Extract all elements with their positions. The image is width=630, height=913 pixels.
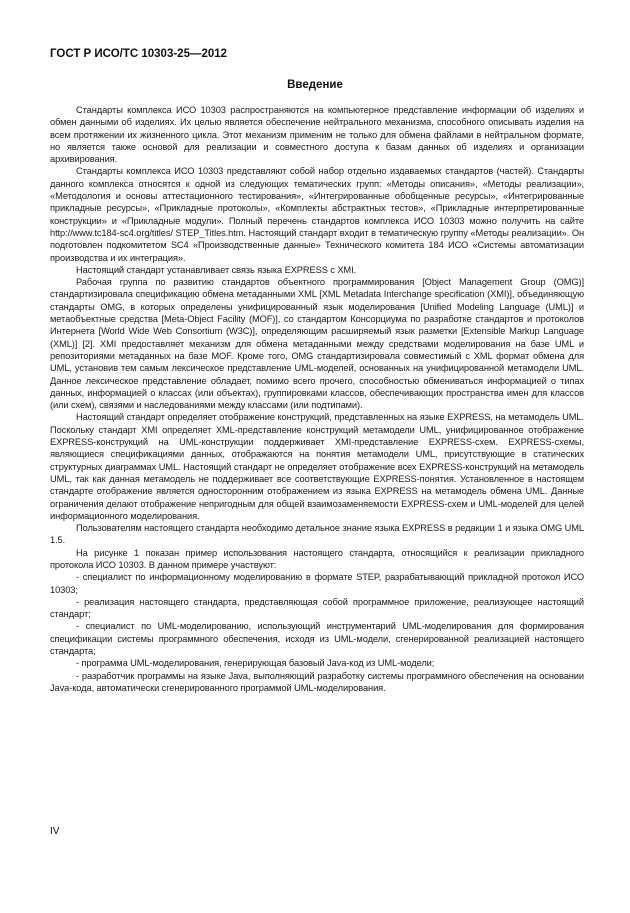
paragraph: Рабочая группа по развитию стандартов объектного программирования [Object Management Group (OMG)] стандартизировала спецификацию обмена метаданными XML [XML Metadata Interchange specification (XMI)], объединяющую стандарты OMG, в которых определены унифицированный язык моделирования [Unified Modeling Language (UML)] и метаобъектные средства [Meta-Object Facility (MOF)], со стандартом Консорциума по разработке стандартов и протоколов Интернета [World Wide Web Consortium (W3C)], определяющим расширяемый язык разметки [Extensible Markup Language (XML)] [2]. XMI предоставляет механизм для обмена метаданными между средствами моделирования на базе UML и репозиториями метаданных на базе MOF. Кроме того, OMG стандартизировала совместимый с XML формат обмена для UML, установив тем самым лексическое представление UML-моделей, основанных на унифицированной метамодели UML. Данное лексическое представление обладает, помимо всего прочего, способностью обмениваться информацией о типах данных, информацией о классах (или объектах), группировками классов, обеспечивающих пространства имен для классов (или схем), связями и наследованиями между классами (или подтипами). (50, 277, 584, 411)
section-title: Введение (287, 79, 343, 91)
paragraph: Стандарты комплекса ИСО 10303 представляют собой набор отдельно издаваемых стандартов (частей). Стандарты данного комплекса относятся к одной из следующих тематических групп: «Методы описания», «Методы реализации», «Методология и основы аттестационного тестирования», «Интегрированные обобщенные ресурсы», «Интегрированные прикладные ресурсы», «Прикладные протоколы», «Комплекты абстрактных тестов», «Прикладные интерпретированные конструкции» и «Прикладные модули». Полный перечень стандартов комплекса ИСО 10303 можно получить на сайте http://www.tc184-sc4.org/titles/ STEP_Titles.htm. Настоящий стандарт входит в тематическую группу «Методы реализации». Он подготовлен подкомитетом SC4 «Производственные данные» Технического комитета 184 ИСО «Системы автоматизации производства и их интеграция». (50, 166, 584, 263)
paragraph: Настоящий стандарт устанавливает связь языка EXPRESS с XMI. (76, 264, 357, 275)
list-item: - специалист по UML-моделированию, использующий инструментарий UML-моделирования для формирования спецификации системы программного обеспечения, исходя из UML-модели, сгенерированной реализацией настоящего стандарта; (50, 621, 584, 657)
list-item: - разработчик программы на языке Java, выполняющий разработку системы программного обеспечения на основании Java-кода, автоматически сгенерированного программой UML-моделирования. (50, 670, 584, 693)
page-number: IV (50, 826, 60, 837)
document-header: ГОСТ Р ИСО/ТС 10303-25—2012 (50, 48, 228, 60)
paragraph: Пользователям настоящего стандарта необходимо детальное знание языка EXPRESS в редакции 1 и языка OMG UML 1.5. (50, 523, 584, 546)
paragraph: Настоящий стандарт определяет отображение конструкций, представленных на языке EXPRESS, на метамодель UML. Поскольку стандарт XMI определяет XML-представление конструкций метамодели UML, унифицированное отображение EXPRESS-конструкций на UML-конструкции поддерживает XMI-представление EXPRESS-схем. EXPRESS-схемы, являющиеся спецификациями данных, отображаются на понятия метамодели UML, присутствующие в статических структурных диаграммах UML. Настоящий стандарт не определяет отображение всех EXPRESS-конструкций на метамодель UML, так как данная метамодель не поддерживает все соответствующие EXPRESS-понятия. Установленное в настоящем стандарте отображение является односторонним отображением из языка EXPRESS на метамодель обмена UML. Данные ограничения делают отображение непригодным для общей взаимозаменяемости EXPRESS-схем и UML-моделей для целей информационного моделирования. (50, 412, 584, 521)
list-item: - специалист по информационному моделированию в формате STEP, разрабатывающий прикладной протокол ИСО 10303; (50, 572, 584, 595)
list-item: - реализация настоящего стандарта, представляющая собой программное приложение, реализующее настоящий стандарт; (50, 596, 584, 620)
paragraph: На рисунке 1 показан пример использования настоящего стандарта, относящийся к реализации прикладного протокола ИСО 10303. В данном примере участвуют: (50, 547, 584, 570)
document-body (50, 104, 584, 694)
list-item: - программа UML-моделирования, генерирующая базовый Java-код из UML-модели; (76, 658, 435, 669)
paragraph: Стандарты комплекса ИСО 10303 распространяются на компьютерное представление информации об изделиях и обмен данными об изделиях. Их целью является обеспечение нейтрального механизма, способного описывать изделия на всем протяжении их жизненного цикла. Этот механизм применим не только для обмена файлами в нейтральном формате, но является также основой для реализации и совместного доступа к базам данных об изделиях и организации архивирования. (50, 105, 584, 165)
